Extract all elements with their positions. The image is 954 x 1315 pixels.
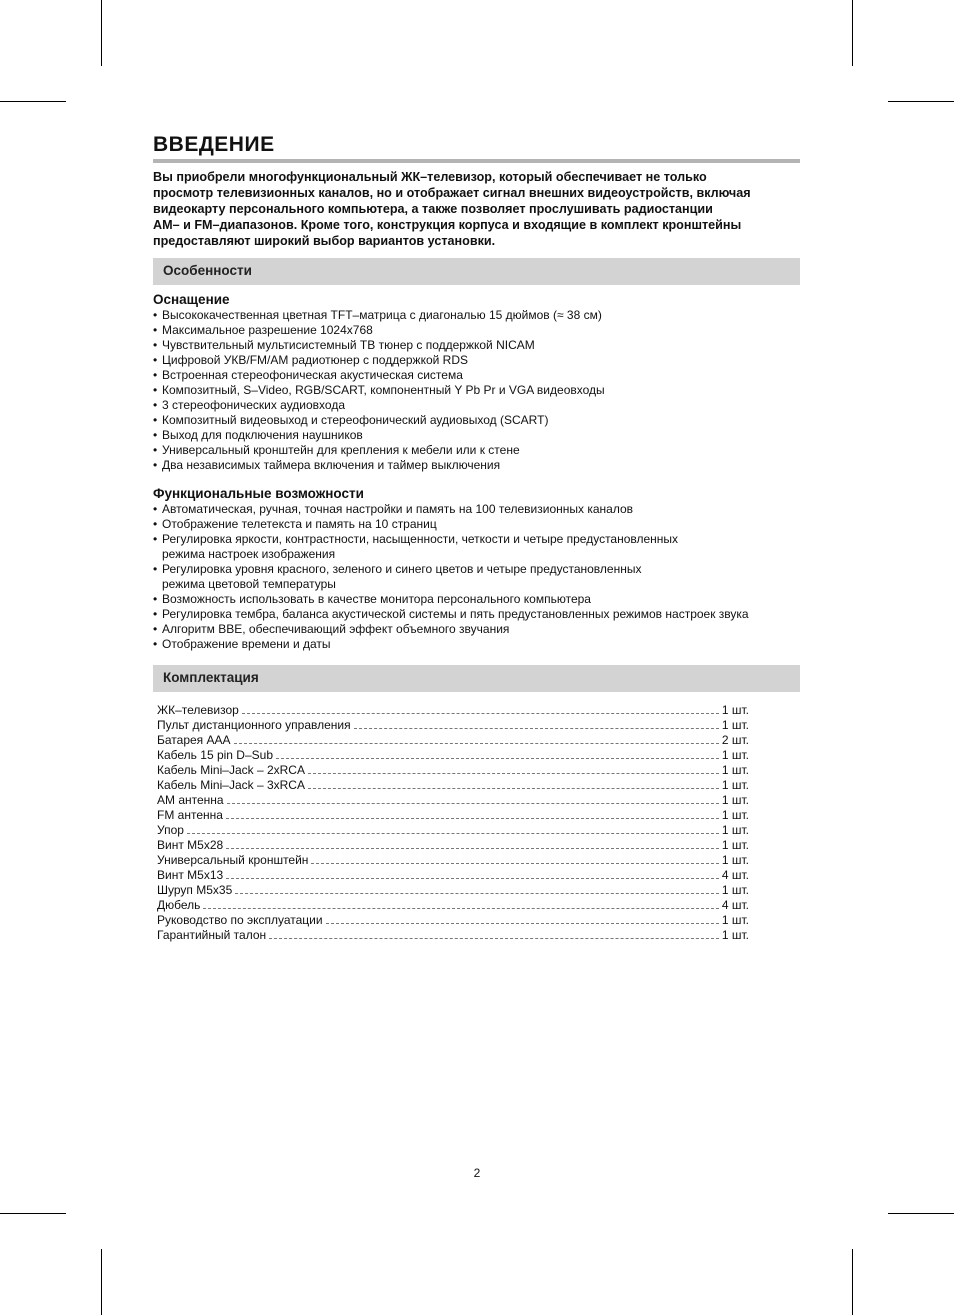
list-item-text: 3 стереофонических аудиовхода: [162, 398, 345, 412]
dot-leader: [203, 907, 718, 909]
kit-row: [157, 793, 749, 808]
bullet-icon: •: [153, 458, 158, 472]
list-item-text: Отображение времени и даты: [162, 637, 331, 651]
bullet-icon: •: [153, 622, 158, 636]
intro-line: видеокарту персонального компьютера, а также позволяет прослушивать радиостанции: [153, 202, 713, 216]
list-item-text: Композитный видеовыход и стереофонический аудиовыход (SCART): [162, 413, 549, 427]
dot-leader: [269, 937, 719, 939]
crop-mark: [852, 0, 853, 66]
kit-item-quantity: 1 шт.: [721, 718, 749, 732]
kit-row: [157, 928, 749, 943]
dot-leader: [308, 772, 719, 774]
bullet-icon: •: [153, 428, 158, 442]
page-title: ВВЕДЕНИЕ: [153, 133, 275, 156]
kit-item-name: Винт M5x13: [157, 868, 224, 882]
kit-item-name: Кабель 15 pin D–Sub: [157, 748, 273, 762]
kit-item-name: Универсальный кронштейн: [157, 853, 309, 867]
list-item: [153, 592, 833, 607]
list-item-text: Чувствительный мультисистемный ТВ тюнер с поддержкой NICAM: [162, 338, 535, 352]
equipment-list: [153, 308, 833, 473]
intro-paragraph: [153, 169, 813, 249]
dot-leader: [326, 922, 719, 924]
kit-item-name: Шуруп M5x35: [157, 883, 233, 897]
list-item-continuation: режима настроек изображения: [162, 547, 336, 561]
bullet-icon: •: [153, 308, 158, 322]
bullet-icon: •: [153, 338, 158, 352]
list-item-text: Выход для подключения наушников: [162, 428, 363, 442]
kit-item-quantity: 1 шт.: [721, 838, 749, 852]
kit-row: [157, 913, 749, 928]
list-item: [153, 368, 833, 383]
bullet-icon: •: [153, 562, 158, 576]
list-item-text: Алгоритм BBE, обеспечивающий эффект объемного звучания: [162, 622, 510, 636]
kit-item-quantity: 1 шт.: [721, 823, 749, 837]
title-underline: [153, 159, 800, 163]
kit-item-quantity: 1 шт.: [721, 853, 749, 867]
list-item-text: Универсальный кронштейн для крепления к мебели или к стене: [162, 443, 520, 457]
kit-item-name: AM антенна: [157, 793, 224, 807]
section-header-kit: [153, 665, 800, 692]
kit-row: [157, 868, 749, 883]
section-header-features: [153, 258, 800, 285]
list-item-text: Композитный, S–Video, RGB/SCART, компонентный Y Pb Pr и VGA видеовходы: [162, 383, 605, 397]
kit-row: [157, 838, 749, 853]
kit-item-quantity: 1 шт.: [721, 748, 749, 762]
kit-item-name: FM антенна: [157, 808, 223, 822]
intro-line: просмотр телевизионных каналов, но и отображает сигнал внешних видеоустройств, включая: [153, 186, 751, 200]
list-item-text: Регулировка тембра, баланса акустической системы и пять предустановленных режимов настроек звука: [162, 607, 749, 621]
kit-item-quantity: 1 шт.: [721, 913, 749, 927]
list-item-text: Регулировка уровня красного, зеленого и синего цветов и четыре предустановленных: [162, 562, 642, 576]
crop-mark: [888, 1213, 954, 1214]
dot-leader: [354, 727, 719, 729]
bullet-icon: •: [153, 383, 158, 397]
kit-item-quantity: 4 шт.: [721, 898, 749, 912]
kit-item-quantity: 1 шт.: [721, 808, 749, 822]
kit-item-quantity: 1 шт.: [721, 763, 749, 777]
crop-mark: [101, 1249, 102, 1315]
kit-row: [157, 778, 749, 793]
list-item-text: Максимальное разрешение 1024x768: [162, 323, 373, 337]
functions-list: [153, 502, 833, 652]
dot-leader: [226, 817, 719, 819]
kit-row: [157, 733, 749, 748]
crop-mark: [0, 101, 66, 102]
kit-row: [157, 703, 749, 718]
list-item-text: Отображение телетекста и память на 10 страниц: [162, 517, 437, 531]
kit-list: [157, 703, 749, 943]
kit-row: [157, 898, 749, 913]
equipment-heading: Оснащение: [153, 292, 230, 307]
kit-row: [157, 748, 749, 763]
list-item: [153, 502, 833, 517]
list-item: [153, 562, 833, 592]
dot-leader: [242, 712, 719, 714]
bullet-icon: •: [153, 368, 158, 382]
bullet-icon: •: [153, 607, 158, 621]
kit-item-quantity: 2 шт.: [721, 733, 749, 747]
dot-leader: [234, 742, 719, 744]
kit-item-quantity: 1 шт.: [721, 883, 749, 897]
kit-item-name: Кабель Mini–Jack – 2xRCA: [157, 763, 305, 777]
list-item: [153, 532, 833, 562]
bullet-icon: •: [153, 443, 158, 457]
kit-item-name: Упор: [157, 823, 184, 837]
list-item: [153, 323, 833, 338]
bullet-icon: •: [153, 398, 158, 412]
list-item: [153, 308, 833, 323]
list-item: [153, 398, 833, 413]
dot-leader: [276, 757, 719, 759]
crop-mark: [0, 1213, 66, 1214]
bullet-icon: •: [153, 353, 158, 367]
intro-line: AM– и FM–диапазонов. Кроме того, конструкция корпуса и входящие в комплект кронштейны: [153, 218, 742, 232]
kit-item-quantity: 1 шт.: [721, 778, 749, 792]
list-item-text: Высококачественная цветная TFT–матрица с диагональю 15 дюймов (≈ 38 см): [162, 308, 602, 322]
bullet-icon: •: [153, 413, 158, 427]
kit-row: [157, 823, 749, 838]
list-item-text: Два независимых таймера включения и таймер выключения: [162, 458, 501, 472]
kit-item-name: Пульт дистанционного управления: [157, 718, 351, 732]
dot-leader: [311, 862, 718, 864]
list-item-text: Автоматическая, ручная, точная настройки и память на 100 телевизионных каналов: [162, 502, 634, 516]
dot-leader: [226, 877, 719, 879]
list-item: [153, 383, 833, 398]
list-item-continuation: режима цветовой температуры: [162, 577, 336, 591]
intro-line: Вы приобрели многофункциональный ЖК–телевизор, который обеспечивает не только: [153, 170, 707, 184]
list-item: [153, 622, 833, 637]
bullet-icon: •: [153, 532, 158, 546]
list-item-text: Встроенная стереофоническая акустическая система: [162, 368, 463, 382]
dot-leader: [226, 847, 719, 849]
list-item-text: Возможность использовать в качестве монитора персонального компьютера: [162, 592, 591, 606]
bullet-icon: •: [153, 502, 158, 516]
kit-item-name: ЖК–телевизор: [157, 703, 239, 717]
kit-item-quantity: 1 шт.: [721, 703, 749, 717]
kit-row: [157, 883, 749, 898]
crop-mark: [852, 1249, 853, 1315]
page-number: 2: [473, 1166, 481, 1180]
kit-row: [157, 763, 749, 778]
list-item: [153, 517, 833, 532]
kit-item-name: Батарея AAA: [157, 733, 231, 747]
dot-leader: [308, 787, 719, 789]
crop-mark: [888, 101, 954, 102]
crop-mark: [101, 0, 102, 66]
bullet-icon: •: [153, 637, 158, 651]
list-item: [153, 637, 833, 652]
section-header-label: Особенности: [163, 263, 252, 278]
kit-item-name: Дюбель: [157, 898, 201, 912]
kit-item-name: Гарантийный талон: [157, 928, 267, 942]
functions-heading: Функциональные возможности: [153, 486, 364, 501]
kit-item-name: Руководство по эксплуатации: [157, 913, 323, 927]
dot-leader: [187, 832, 719, 834]
bullet-icon: •: [153, 323, 158, 337]
list-item-text: Регулировка яркости, контрастности, насыщенности, четкости и четыре предустановленных: [162, 532, 679, 546]
kit-item-quantity: 4 шт.: [721, 868, 749, 882]
list-item: [153, 353, 833, 368]
list-item: [153, 607, 833, 622]
kit-item-quantity: 1 шт.: [721, 793, 749, 807]
kit-row: [157, 808, 749, 823]
dot-leader: [227, 802, 719, 804]
intro-line: предоставляют широкий выбор вариантов установки.: [153, 234, 496, 248]
list-item-text: Цифровой УКВ/FM/AM радиотюнер с поддержкой RDS: [162, 353, 469, 367]
kit-item-name: Кабель Mini–Jack – 3xRCA: [157, 778, 305, 792]
list-item: [153, 338, 833, 353]
kit-row: [157, 718, 749, 733]
list-item: [153, 413, 833, 428]
dot-leader: [235, 892, 719, 894]
bullet-icon: •: [153, 592, 158, 606]
kit-item-name: Винт M5x28: [157, 838, 224, 852]
list-item: [153, 428, 833, 443]
kit-row: [157, 853, 749, 868]
list-item: [153, 443, 833, 458]
list-item: [153, 458, 833, 473]
bullet-icon: •: [153, 517, 158, 531]
kit-item-quantity: 1 шт.: [721, 928, 749, 942]
section-header-label: Комплектация: [163, 670, 259, 685]
